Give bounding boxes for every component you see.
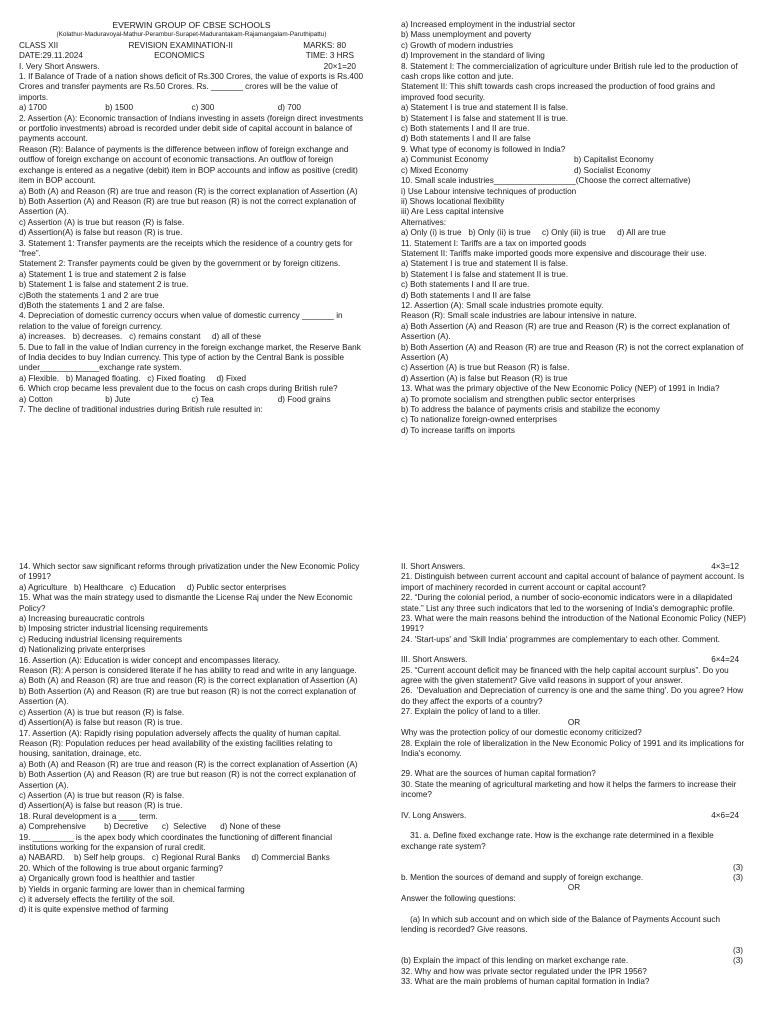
question-line: c) Both statements I and II are true. [401, 280, 530, 290]
option: a) Communist Economy [401, 155, 489, 165]
question-line: d) Both statements I and II are false [401, 290, 531, 300]
section-3-title: III. Short Answers. [401, 655, 468, 665]
date-label: DATE:29.11.2024 [19, 51, 83, 61]
question-line: a) Statement I is true and statement II is false. [401, 259, 569, 269]
option: b) 1500 [105, 103, 134, 113]
questions-10-to-13 [401, 176, 747, 436]
section-1-title: I. Very Short Answers. [19, 61, 100, 71]
question-line: b) Both Assertion (A) and Reason (R) are true but reason (R) is not the correct explanation of Assertion (A). [19, 196, 358, 217]
question-text: 7. The decline of traditional industries during British rule resulted in: [19, 405, 263, 415]
question-line: 28. Explain the role of liberalization in the New Economic Policy of 1991 and its implications for India's economy. [401, 738, 747, 758]
question-line: a) Increased employment in the industrial sector [401, 20, 576, 29]
question-1-options [19, 103, 364, 113]
school-branches: (Kolathur-Maduravoyal-Mathur-Perambur-Surapet-Madurantakam-Rajamangalam-Paruthipattu) [56, 31, 327, 39]
question-line: a) Increasing bureaucratic controls [19, 614, 145, 624]
question-line: c) Assertion (A) is true but reason (R) is false. [19, 707, 185, 717]
question-line: 16. Assertion (A): Education is wider concept and encompasses literacy. [19, 655, 281, 665]
question-line: 29. What are the sources of human capital formation? [401, 769, 596, 779]
question-line: c) Growth of modern industries [401, 40, 513, 50]
question-line: b) Both Assertion (A) and Reason (R) are true and Reason (R) is not the correct explanation of Assertion (A) [401, 342, 746, 362]
question-9-options-row-2 [401, 166, 747, 176]
question-text: 1. If Balance of Trade of a nation shows deficit of Rs.300 Crores, the value of exports is Rs.400 Crores and transfer payments are Rs.50 Crores. Rs. _______ crores will be the value of imports. [19, 72, 366, 102]
question-line: 26. 'Devaluation and Depreciation of currency is one and the same thing'. Do you agree? How do they affect the exports of a country? [401, 686, 746, 706]
option: b) Jute [105, 394, 131, 404]
question-line: 13. What was the primary objective of the New Economic Policy (NEP) of 1991 in India? [401, 384, 720, 394]
section-2-marks: 4×3=12 [711, 562, 739, 571]
question-line: 8. Statement I: The commercialization of agriculture under British rule led to the production of cash crops like cotton and jute. [401, 61, 740, 82]
question-line: a) Both Assertion (A) and Reason (R) are true and Reason (R) is the correct explanation of Assertion (A). [401, 321, 732, 342]
question-marks: (3) [732, 956, 743, 966]
question-line: a) Statement I is true and statement II is false. [401, 103, 569, 113]
question-line: 20. Which of the following is true about organic farming? [19, 863, 223, 873]
question-marks: (3) [732, 862, 743, 872]
question-line: a) NABARD. b) Self help groups. c) Regional Rural Banks d) Commercial Banks [19, 853, 330, 863]
or-separator: OR [567, 883, 581, 893]
header-row-1 [19, 41, 364, 51]
question-line: 25. “Current account deficit may be financed with the help capital account surplus”. Do you agree with the given statement? Give valid reasons in support of your answer. [401, 665, 731, 686]
question-line: 10. Small scale industries__________________(Choose the correct alternative) [401, 176, 691, 186]
question-line: b) Imposing stricter industrial licensing requirements [19, 624, 208, 634]
section-3-heading [401, 655, 747, 665]
question-31b [401, 873, 747, 883]
questions-14-to-20 [19, 562, 364, 916]
section-2-heading [401, 562, 747, 572]
question-line: d) Improvement in the standard of living [401, 51, 545, 61]
question-line: d) Nationalizing private enterprises [19, 645, 146, 655]
column-top-left [19, 20, 364, 415]
question-line: c) Both statements I and II are true. [401, 124, 530, 134]
question-line: a) Comprehensive b) Decretive c) Selective d) None of these [19, 822, 281, 832]
question-line: Alternatives: [401, 217, 447, 227]
question-marks: (3) [732, 872, 743, 882]
question-line: b) Both Assertion (A) and Reason (R) are true but reason (R) is not the correct explanation of Assertion (A). [19, 770, 358, 790]
question-line: a) increases. b) decreases. c) remains constant d) all of these [19, 332, 262, 342]
option: c) 300 [191, 103, 215, 113]
option: d) Food grains [277, 394, 331, 404]
exam-title: REVISION EXAMINATION-II [128, 40, 233, 50]
question-line: b) Statement I is false and statement II is true. [401, 113, 569, 123]
section-3-marks: 6×4=24 [711, 655, 739, 665]
question-line: 24. 'Start-ups' and 'Skill India' programmes are complementary to each other. Comment. [401, 634, 720, 644]
question-line: d) Both statements I and II are false [401, 134, 531, 144]
question-line: 18. Rural development is a ____ term. [19, 811, 158, 821]
column-bottom-right [401, 562, 747, 987]
question-line: 5. Due to fall in the value of Indian currency in the foreign exchange market, the Reserve Bank of India decides to buy Indian currency. This type of action by the Central Bank is possible under_____________exchange rate system. [19, 342, 364, 373]
question-line: 15. What was the main strategy used to dismantle the License Raj under the New Economic Policy? [19, 593, 355, 613]
column-top-right [401, 20, 747, 436]
questions-2-to-6 [19, 114, 364, 395]
section-2-questions [401, 572, 747, 645]
question-line: Statement 2: Transfer payments could be given by the government or by foreign citizens. [19, 259, 341, 269]
question-marks: (3) [732, 945, 743, 955]
section-3-questions [401, 666, 747, 718]
question-line: a) Agriculture b) Healthcare c) Education d) Public sector enterprises [19, 582, 287, 592]
question-text: b. Mention the sources of demand and supply of foreign exchange. [401, 872, 644, 882]
question-line: 14. Which sector saw significant reforms through privatization under the New Economic Policy of 1991? [19, 562, 362, 582]
option: d) Socialist Economy [574, 165, 651, 175]
question-line: a) Both (A) and Reason (R) are true and reason (R) is the correct explanation of Assertion (A) [19, 759, 358, 769]
option: d) 700 [277, 103, 301, 113]
question-line: c) Assertion (A) is true but reason (R) is false. [19, 790, 185, 800]
question-line: iii) Are Less capital intensive [401, 207, 504, 217]
question-line: ii) Shows locational flexibility [401, 196, 505, 206]
question-line: 23. What were the main reasons behind the introduction of the National Economic Policy (NEP) 1991? [401, 614, 749, 634]
section-3-questions-b [401, 728, 747, 759]
question-line: 27. Explain the policy of land to a tiller. [401, 707, 541, 717]
question-line: 19. _________ is the apex body which coordinates the functioning of different financial institutions working for the expansion of rural credit. [19, 832, 335, 852]
question-line: d) Assertion(A) is false but reason (R) is true. [19, 718, 183, 728]
header-row-2 [19, 51, 364, 61]
question-line: 2. Assertion (A): Economic transaction of Indians investing in assets (foreign direct investments or portfolio investments) abroad is recorded under debit side of capital account in balance of payments account. [19, 113, 366, 144]
option: c) Tea [191, 394, 214, 404]
question-line: Reason (R): A person is considered literate if he has ability to read and write in any language. [19, 666, 357, 676]
question-line: i) Use Labour intensive techniques of production [401, 186, 577, 196]
question-line: c) Reducing industrial licensing requirements [19, 634, 182, 644]
question-line: 32. Why and how was private sector regulated under the IPR 1956? [401, 966, 647, 976]
question-9-options-row-1 [401, 155, 747, 165]
question-line: c) it adversely effects the fertility of the soil. [19, 895, 175, 904]
question-31a [401, 821, 747, 873]
question-line: d) Assertion(A) is false but reason (R) is true. [19, 801, 183, 811]
question-line: b) To address the balance of payments crisis and stabilize the economy [401, 405, 660, 415]
subject-label: ECONOMICS [154, 51, 205, 61]
option: a) 1700 [19, 103, 47, 113]
class-label: CLASS XII [19, 40, 59, 50]
question-line: 4. Depreciation of domestic currency occurs when value of domestic currency _______ in relation to the value of foreign currency. [19, 311, 345, 331]
question-line: d) Assertion(A) is false but reason (R) is true. [19, 228, 183, 238]
question-line: 6. Which crop became less prevalent due to the focus on cash crops during British rule? [19, 384, 338, 394]
question-line: b) Statement 1 is false and statement 2 is true. [19, 280, 189, 290]
question-line: 17. Assertion (A): Rapidly rising population adversely affects the quality of human capital. [19, 728, 342, 738]
question-line: a) To promote socialism and strengthen public sector enterprises [401, 394, 636, 404]
question-line: c) To nationalize foreign-owned enterprises [401, 415, 557, 425]
question-line: d) To increase tariffs on imports [401, 425, 515, 435]
time-label: TIME: 3 HRS [305, 51, 354, 61]
option: b) Capitalist Economy [574, 155, 654, 165]
question-line: 12. Assertion (A): Small scale industries promote equity. [401, 300, 604, 310]
question-line: 11. Statement I: Tariffs are a tax on imported goods [401, 238, 587, 248]
question-line: 30. State the meaning of agricultural marketing and how it helps the farmers to increase their income? [401, 779, 739, 800]
question-line: b) Statement I is false and statement II is true. [401, 269, 569, 279]
question-line: 22. “During the colonial period, a number of socio-economic indicators were in a dilapidated state.” List any three such indicators that led to the worsening of India's demographic profile. [401, 593, 735, 613]
section-4-title: IV. Long Answers. [401, 810, 467, 820]
section-4-heading [401, 811, 747, 821]
question-6-options [19, 395, 364, 405]
school-name: EVERWIN GROUP OF CBSE SCHOOLS [112, 20, 271, 30]
section-1-marks: 20×1=20 [323, 61, 356, 71]
question-line: 21. Distinguish between current account and capital account of balance of payment account. Is import of machinery recorded in current account or capital account? [401, 572, 747, 592]
question-line: c) Assertion (A) is true but reason (R) is false. [19, 217, 185, 227]
question-line: b) Both Assertion (A) and Reason (R) are true but reason (R) is not the correct explanation of Assertion (A). [19, 686, 358, 707]
option: a) Cotton [19, 394, 53, 404]
question-line: c) Assertion (A) is true but Reason (R) is false. [401, 363, 570, 373]
section-3-questions-c [401, 769, 747, 800]
option: c) Mixed Economy [401, 165, 469, 175]
section-4-marks: 4×6=24 [711, 810, 739, 820]
question-31-i [401, 904, 747, 956]
question-line: d) it is quite expensive method of farming [19, 905, 169, 915]
question-31-ii [401, 956, 747, 966]
marks-label: MARKS: 80 [303, 40, 346, 50]
question-line: Statement II: Tariffs make imported goods more expensive and discourage their use. [401, 248, 707, 258]
question-line: c)Both the statements 1 and 2 are true [19, 290, 159, 300]
question-line: Why was the protection policy of our domestic economy criticized? [401, 728, 642, 738]
question-line: 33. What are the main problems of human capital formation in India? [401, 977, 650, 987]
question-line: 3. Statement 1: Transfer payments are the receipts which the residence of a country gets for “free”. [19, 238, 355, 258]
question-line: d) Assertion (A) is false but Reason (R) is true [401, 373, 568, 383]
questions-7-to-9 [401, 20, 747, 155]
section-1-heading [19, 62, 364, 72]
question-line: a) Organically grown food is healthier and tastier [19, 874, 195, 884]
question-text: (a) In which sub account and on which side of the Balance of Payments Account such lending is recorded? Give reasons. [401, 914, 723, 934]
question-line: a) Statement 1 is true and statement 2 is false [19, 269, 187, 279]
or-separator: OR [567, 717, 581, 727]
question-line: 9. What type of economy is followed in India? [401, 144, 566, 154]
question-text: (b) Explain the impact of this lending on market exchange rate. [401, 956, 629, 966]
question-line: a) Only (i) is true b) Only (ii) is true c) Only (iii) is true d) All are true [401, 228, 666, 238]
question-line: b) Mass unemployment and poverty [401, 30, 532, 40]
question-line: Reason (R): Balance of payments is the difference between inflow of foreign exchange and outflow of foreign exchange on account of economic transactions. An outflow of foreign exchange is entered as a negative (debit) item in BOP accounts and inflow as positive (credit) item in BOP account. [19, 144, 361, 186]
question-line: d)Both the statements 1 and 2 are false. [19, 300, 165, 310]
question-text: 31. a. Define fixed exchange rate. How is the exchange rate determined in a flexible exchange rate system? [401, 831, 716, 851]
question-line: Reason (R): Small scale industries are labour intensive in nature. [401, 311, 637, 321]
column-bottom-left [19, 562, 364, 916]
question-line: Statement II: This shift towards cash crops increased the production of food grains and improved food security. [401, 82, 718, 102]
answer-following: Answer the following questions: [401, 893, 516, 903]
question-line: b) Yields in organic farming are lower than in chemical farming [19, 884, 245, 894]
question-line: Reason (R): Population reduces per head availability of the existing facilities relating to housing, sanitation, drainage, etc. [19, 738, 335, 759]
question-line: a) Flexible. b) Managed floating. c) Fixed floating d) Fixed [19, 373, 247, 383]
question-line: a) Both (A) and Reason (R) are true and reason (R) is the correct explanation of Assertion (A) [19, 676, 358, 686]
section-4-questions [401, 967, 747, 988]
question-line: a) Both (A) and Reason (R) are true and reason (R) is the correct explanation of Assertion (A) [19, 186, 358, 196]
section-2-title: II. Short Answers. [401, 562, 466, 571]
